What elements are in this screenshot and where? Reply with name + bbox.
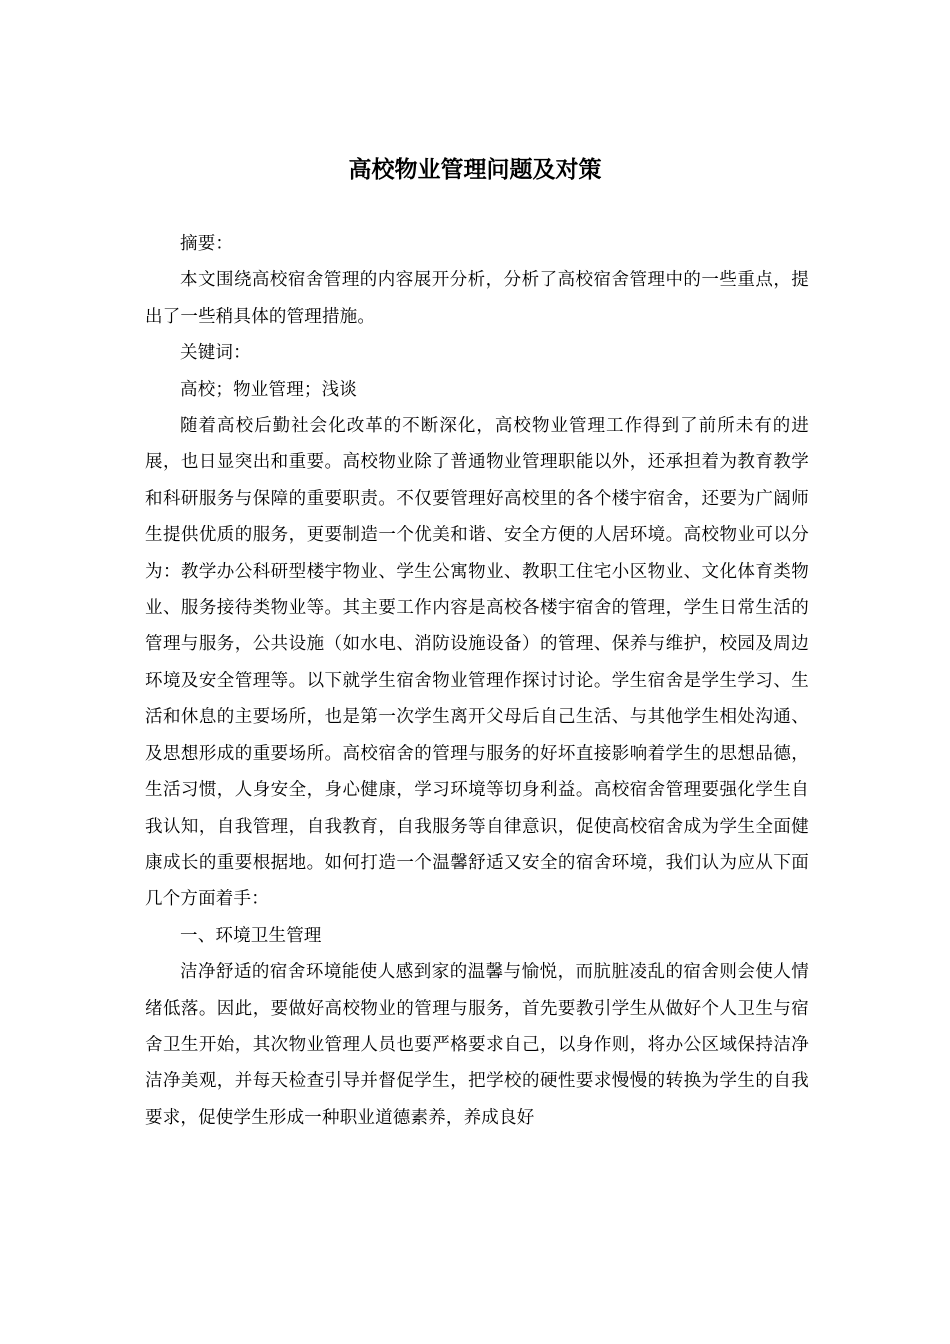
abstract-heading: 摘要： bbox=[180, 234, 234, 254]
document-title: 高校物业管理问题及对策 bbox=[348, 156, 602, 183]
abstract-text: 本文围绕高校宿舍管理的内容展开分析，分析了高校宿舍管理中的一些重点，提出了一些稍具体的管理措施。 bbox=[145, 270, 809, 327]
keywords-text: 高校；物业管理；浅谈 bbox=[180, 379, 357, 400]
document-body bbox=[145, 226, 809, 1136]
intro-paragraph: 随着高校后勤社会化改革的不断深化，高校物业管理工作得到了前所未有的进展，也日显突出和重要。高校物业除了普通物业管理职能以外，还承担着为教育教学和科研服务与保障的重要职责。不仅要管理好高校里的各个楼宇宿舍，还要为广阔师生提供优质的服务，更要制造一个优美和谐、安全方便的人居环境。高校物业可以分为：教学办公科研型楼宇物业、学生公寓物业、教职工住宅小区物业、文化体育类物业、服务接待类物业等。其主要工作内容是高校各楼宇宿舍的管理，学生日常生活的管理与服务，公共设施（如水电、消防设施设备）的管理、保养与维护，校园及周边环境及安全管理等。以下就学生宿舍物业管理作探讨讨论。学生宿舍是学生学习、生活和休息的主要场所，也是第一次学生离开父母后自己生活、与其他学生相处沟通、及思想形成的重要场所。高校宿舍的管理与服务的好坏直接影响着学生的思想品德，生活习惯，人身安全，身心健康，学习环境等切身利益。高校宿舍管理要强化学生自我认知，自我管理，自我教育，自我服务等自律意识，促使高校宿舍成为学生全面健康成长的重要根据地。如何打造一个温馨舒适又安全的宿舍环境，我们认为应从下面几个方面着手： bbox=[145, 416, 809, 910]
keywords-heading: 关键词： bbox=[180, 343, 251, 364]
section-heading-1: 一、环境卫生管理 bbox=[180, 925, 322, 946]
section-1-paragraph: 洁净舒适的宿舍环境能使人感到家的温馨与愉悦，而肮脏凌乱的宿舍则会使人情绪低落。因此，要做好高校物业的管理与服务，首先要教引学生从做好个人卫生与宿舍卫生开始，其次物业管理人员也要严格要求自己，以身作则，将办公区域保持洁净洁净美观，并每天检查引导并督促学生，把学校的硬性要求慢慢的转换为学生的自我要求，促使学生形成一种职业道德素养，养成良好 bbox=[145, 962, 809, 1128]
